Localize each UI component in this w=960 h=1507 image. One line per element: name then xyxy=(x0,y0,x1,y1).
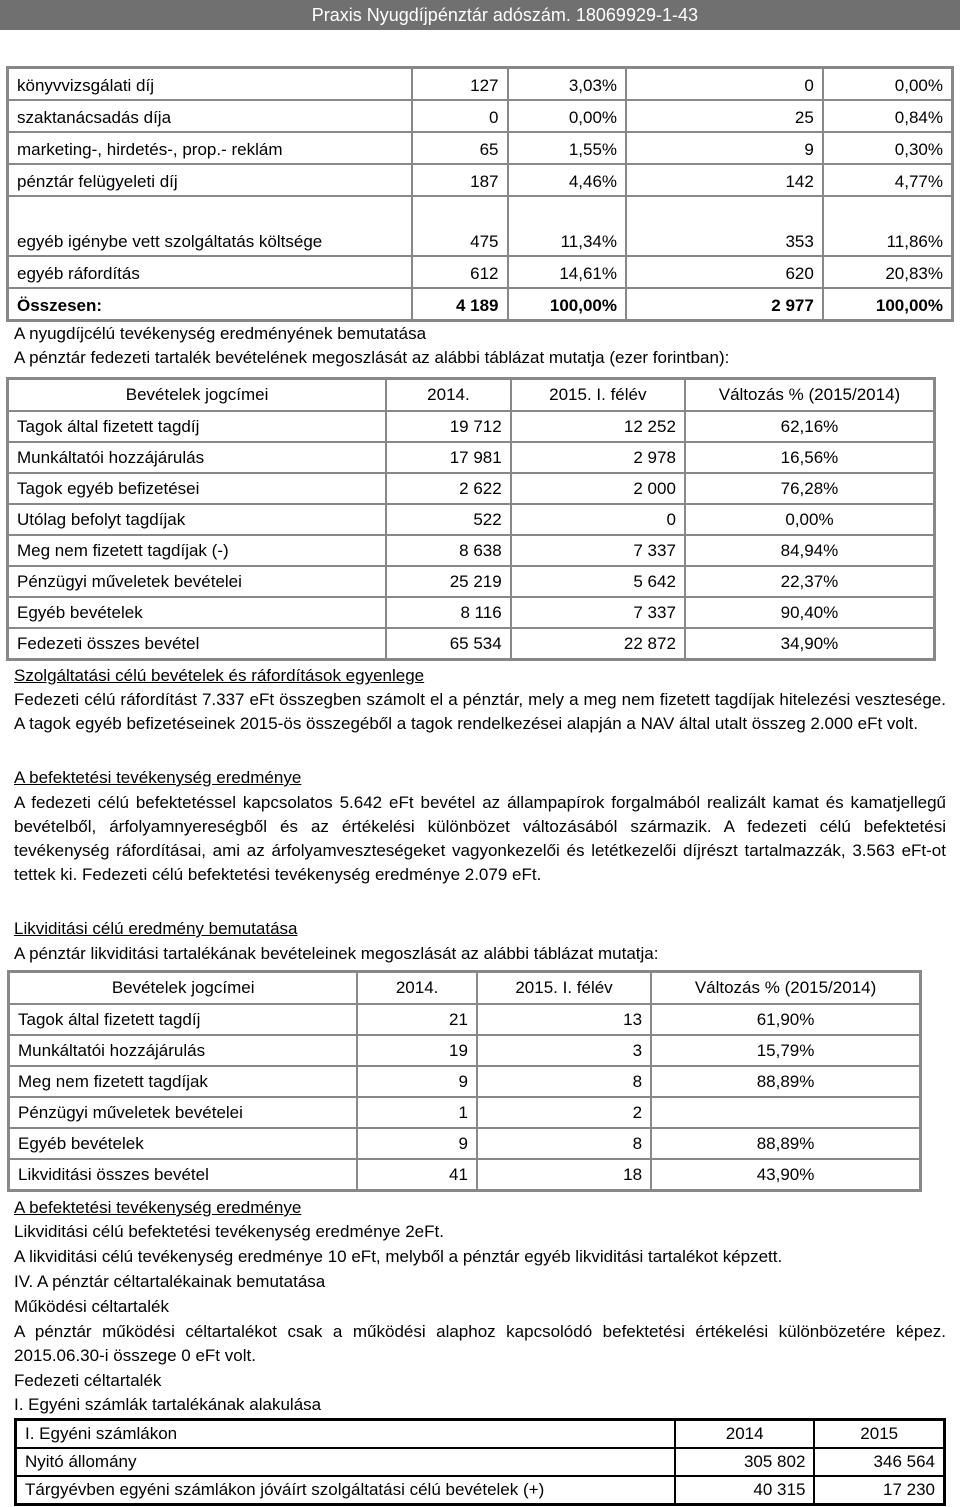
cost-2015-percent: 4,77% xyxy=(823,164,952,196)
section-heading: Fedezeti céltartalék xyxy=(14,1371,162,1390)
table-row xyxy=(8,68,952,100)
column-header: 2015. I. félév xyxy=(477,972,651,1004)
costs-table xyxy=(6,66,954,322)
cost-2014-percent: 4,46% xyxy=(508,164,627,196)
cost-2014-percent: 14,61% xyxy=(508,256,627,288)
row-label: Fedezeti összes bevétel xyxy=(8,628,386,659)
value-2015: 18 xyxy=(477,1159,651,1190)
table-row xyxy=(9,1159,920,1190)
column-header: 2015. I. félév xyxy=(511,379,685,411)
value-2015: 346 564 xyxy=(814,1448,944,1476)
cost-2014-percent: 11,34% xyxy=(508,196,627,256)
row-label: Likviditási összes bevétel xyxy=(9,1159,357,1190)
table-row xyxy=(8,196,952,256)
section-heading: A befektetési tevékenység eredménye xyxy=(14,768,302,787)
value-2014: 8 638 xyxy=(386,535,511,566)
column-header: Bevételek jogcímei xyxy=(9,972,357,1004)
value-2015: 7 337 xyxy=(511,597,685,628)
total-2015-percent: 100,00% xyxy=(823,288,952,320)
table-row xyxy=(8,100,952,132)
value-2014: 25 219 xyxy=(386,566,511,597)
value-2014: 41 xyxy=(357,1159,477,1190)
value-2015: 5 642 xyxy=(511,566,685,597)
cost-2015-percent: 0,00% xyxy=(823,68,952,100)
column-header: 2014. xyxy=(386,379,511,411)
cost-2015-value: 142 xyxy=(626,164,823,196)
cost-2015-value: 25 xyxy=(626,100,823,132)
row-label: Tagok által fizetett tagdíj xyxy=(9,1004,357,1035)
table-header-row xyxy=(9,972,920,1004)
value-2014: 9 xyxy=(357,1066,477,1097)
change-percent: 88,89% xyxy=(651,1066,920,1097)
table-row xyxy=(8,535,934,566)
change-percent: 15,79% xyxy=(651,1035,920,1066)
section-heading: Likviditási célú eredmény bemutatása xyxy=(14,919,298,938)
column-header: 2014 xyxy=(675,1420,815,1448)
value-2014: 40 315 xyxy=(675,1476,815,1504)
value-2014: 9 xyxy=(357,1128,477,1159)
value-2015: 8 xyxy=(477,1066,651,1097)
change-percent: 76,28% xyxy=(685,473,934,504)
cost-2014-value: 187 xyxy=(412,164,507,196)
cost-2015-percent: 11,86% xyxy=(823,196,952,256)
table-row xyxy=(8,442,934,473)
section-heading: IV. A pénztár céltartalékainak bemutatása xyxy=(14,1272,326,1291)
change-percent: 84,94% xyxy=(685,535,934,566)
value-2015: 0 xyxy=(511,504,685,535)
change-percent: 34,90% xyxy=(685,628,934,659)
cost-2015-percent: 20,83% xyxy=(823,256,952,288)
cost-2014-value: 127 xyxy=(412,68,507,100)
total-2015-value: 2 977 xyxy=(626,288,823,320)
value-2015: 2 xyxy=(477,1097,651,1128)
table-row xyxy=(8,411,934,442)
value-2015: 17 230 xyxy=(814,1476,944,1504)
total-2014-value: 4 189 xyxy=(412,288,507,320)
row-label: Tagok által fizetett tagdíj xyxy=(8,411,386,442)
cost-2015-value: 0 xyxy=(626,68,823,100)
cost-2015-value: 353 xyxy=(626,196,823,256)
value-2014: 17 981 xyxy=(386,442,511,473)
value-2015: 22 872 xyxy=(511,628,685,659)
section-heading: A nyugdíjcélú tevékenység eredményének bemutatása xyxy=(14,324,427,343)
table-row xyxy=(16,1476,944,1504)
value-2014: 2 622 xyxy=(386,473,511,504)
value-2015: 2 000 xyxy=(511,473,685,504)
change-percent: 16,56% xyxy=(685,442,934,473)
value-2015: 13 xyxy=(477,1004,651,1035)
value-2014: 19 xyxy=(357,1035,477,1066)
total-row xyxy=(8,288,952,320)
table-row xyxy=(8,628,934,659)
change-percent: 22,37% xyxy=(685,566,934,597)
cost-2015-percent: 0,30% xyxy=(823,132,952,164)
row-label: Pénzügyi műveletek bevételei xyxy=(8,566,386,597)
cost-2014-percent: 0,00% xyxy=(508,100,627,132)
cost-label: könyvvizsgálati díj xyxy=(8,68,412,100)
table-row xyxy=(8,597,934,628)
row-label: Egyéb bevételek xyxy=(9,1128,357,1159)
table-intro: A pénztár fedezeti tartalék bevételének megoszlását az alábbi táblázat mutatja (ezer forintban): xyxy=(14,348,730,367)
paragraph: A likviditási célú tevékenység eredménye 10 eFt, melyből a pénztár egyéb likviditási tartalékot képzett. xyxy=(14,1247,783,1266)
cost-2014-value: 612 xyxy=(412,256,507,288)
section-heading: A befektetési tevékenység eredménye xyxy=(14,1198,302,1217)
total-2014-percent: 100,00% xyxy=(508,288,627,320)
cost-label: marketing-, hirdetés-, prop.- reklám xyxy=(8,132,412,164)
table-intro: A pénztár likviditási tartalékának bevételeinek megoszlását az alábbi táblázat mutatja: xyxy=(14,944,659,963)
column-header: I. Egyéni számlákon xyxy=(16,1420,675,1448)
cost-label: egyéb ráfordítás xyxy=(8,256,412,288)
table-row xyxy=(8,473,934,504)
cost-2014-value: 65 xyxy=(412,132,507,164)
value-2014: 65 534 xyxy=(386,628,511,659)
table-row xyxy=(8,256,952,288)
value-2015: 8 xyxy=(477,1128,651,1159)
value-2014: 1 xyxy=(357,1097,477,1128)
value-2015: 2 978 xyxy=(511,442,685,473)
table-row xyxy=(9,1035,920,1066)
page-header xyxy=(0,0,960,30)
value-2014: 522 xyxy=(386,504,511,535)
column-header: Változás % (2015/2014) xyxy=(651,972,920,1004)
change-percent: 61,90% xyxy=(651,1004,920,1035)
change-percent: 90,40% xyxy=(685,597,934,628)
table-row xyxy=(9,1097,920,1128)
cost-2014-value: 0 xyxy=(412,100,507,132)
row-label: Meg nem fizetett tagdíjak xyxy=(9,1066,357,1097)
table-row xyxy=(8,132,952,164)
table-row xyxy=(9,1066,920,1097)
change-percent xyxy=(651,1097,920,1128)
fedezeti-income-table xyxy=(6,377,936,661)
header-title: Praxis Nyugdíjpénztár adószám. 18069929-1-43 xyxy=(311,5,698,25)
column-header: Bevételek jogcímei xyxy=(8,379,386,411)
row-label: Egyéb bevételek xyxy=(8,597,386,628)
cost-label: egyéb igénybe vett szolgáltatás költsége xyxy=(8,196,412,256)
table-header-row xyxy=(8,379,934,411)
table-row xyxy=(8,164,952,196)
cost-2014-percent: 1,55% xyxy=(508,132,627,164)
value-2014: 19 712 xyxy=(386,411,511,442)
cost-2014-percent: 3,03% xyxy=(508,68,627,100)
change-percent: 0,00% xyxy=(685,504,934,535)
column-header: Változás % (2015/2014) xyxy=(685,379,934,411)
value-2015: 7 337 xyxy=(511,535,685,566)
table-header-row xyxy=(16,1420,944,1448)
cost-label: szaktanácsadás díja xyxy=(8,100,412,132)
paragraph: Likviditási célú befektetési tevékenység eredménye 2eFt. xyxy=(14,1222,444,1241)
section-heading: Működési céltartalék xyxy=(14,1297,169,1316)
value-2014: 21 xyxy=(357,1004,477,1035)
cost-label: pénztár felügyeleti díj xyxy=(8,164,412,196)
cost-2015-value: 620 xyxy=(626,256,823,288)
table-row xyxy=(9,1004,920,1035)
paragraph: A fedezeti célú befektetéssel kapcsolatos 5.642 eFt bevétel az állampapírok forgalmából realizált kamat és kamatjellegű bevételből, árfolyamnyereségből és az értékelési különbözet változásából származik. A fedezeti célú befektetési tevékenység ráfordításai, ami az árfolyamveszteségeket vagyonkezelői és letétkezelői díjrészt tartalmazzák, 3.563 eFt-ot tettek ki. Fedezeti célú befektetési tevékenység eredménye 2.079 eFt. xyxy=(14,793,946,884)
row-label: Munkáltatói hozzájárulás xyxy=(9,1035,357,1066)
value-2014: 305 802 xyxy=(675,1448,815,1476)
table-row xyxy=(16,1448,944,1476)
row-label: Pénzügyi műveletek bevételei xyxy=(9,1097,357,1128)
table-row xyxy=(8,566,934,597)
cost-2015-percent: 0,84% xyxy=(823,100,952,132)
table-row xyxy=(8,504,934,535)
section-heading: Szolgáltatási célú bevételek és ráfordítások egyenlege xyxy=(14,666,425,685)
row-label: Tagok egyéb befizetései xyxy=(8,473,386,504)
likviditasi-income-table xyxy=(7,970,922,1192)
paragraph: A pénztár működési céltartalékot csak a működési alaphoz kapcsolódó befektetési értékelési különbözetére képez. 2015.06.30-i összege 0 eFt volt. xyxy=(14,1322,946,1365)
value-2015: 12 252 xyxy=(511,411,685,442)
row-label: Nyitó állomány xyxy=(16,1448,675,1476)
row-label: Munkáltatói hozzájárulás xyxy=(8,442,386,473)
value-2014: 8 116 xyxy=(386,597,511,628)
column-header: 2014. xyxy=(357,972,477,1004)
row-label: Meg nem fizetett tagdíjak (-) xyxy=(8,535,386,566)
table-row xyxy=(9,1128,920,1159)
value-2015: 3 xyxy=(477,1035,651,1066)
change-percent: 88,89% xyxy=(651,1128,920,1159)
row-label: Utólag befolyt tagdíjak xyxy=(8,504,386,535)
column-header: 2015 xyxy=(814,1420,944,1448)
section-heading: I. Egyéni számlák tartalékának alakulása xyxy=(14,1395,322,1414)
cost-2015-value: 9 xyxy=(626,132,823,164)
paragraph: Fedezeti célú ráfordítást 7.337 eFt összegben számolt el a pénztár, mely a meg nem fizetett tagdíjak hitelezési vesztesége. A tagok egyéb befizetéseinek 2015-ös összegéből a tagok rendelkezései alapján a NAV által utalt összeg 2.000 eFt volt. xyxy=(14,690,946,733)
total-label: Összesen: xyxy=(8,288,412,320)
row-label: Tárgyévben egyéni számlákon jóváírt szolgáltatási célú bevételek (+) xyxy=(16,1476,675,1504)
individual-accounts-table xyxy=(14,1418,946,1506)
cost-2014-value: 475 xyxy=(412,196,507,256)
change-percent: 43,90% xyxy=(651,1159,920,1190)
change-percent: 62,16% xyxy=(685,411,934,442)
